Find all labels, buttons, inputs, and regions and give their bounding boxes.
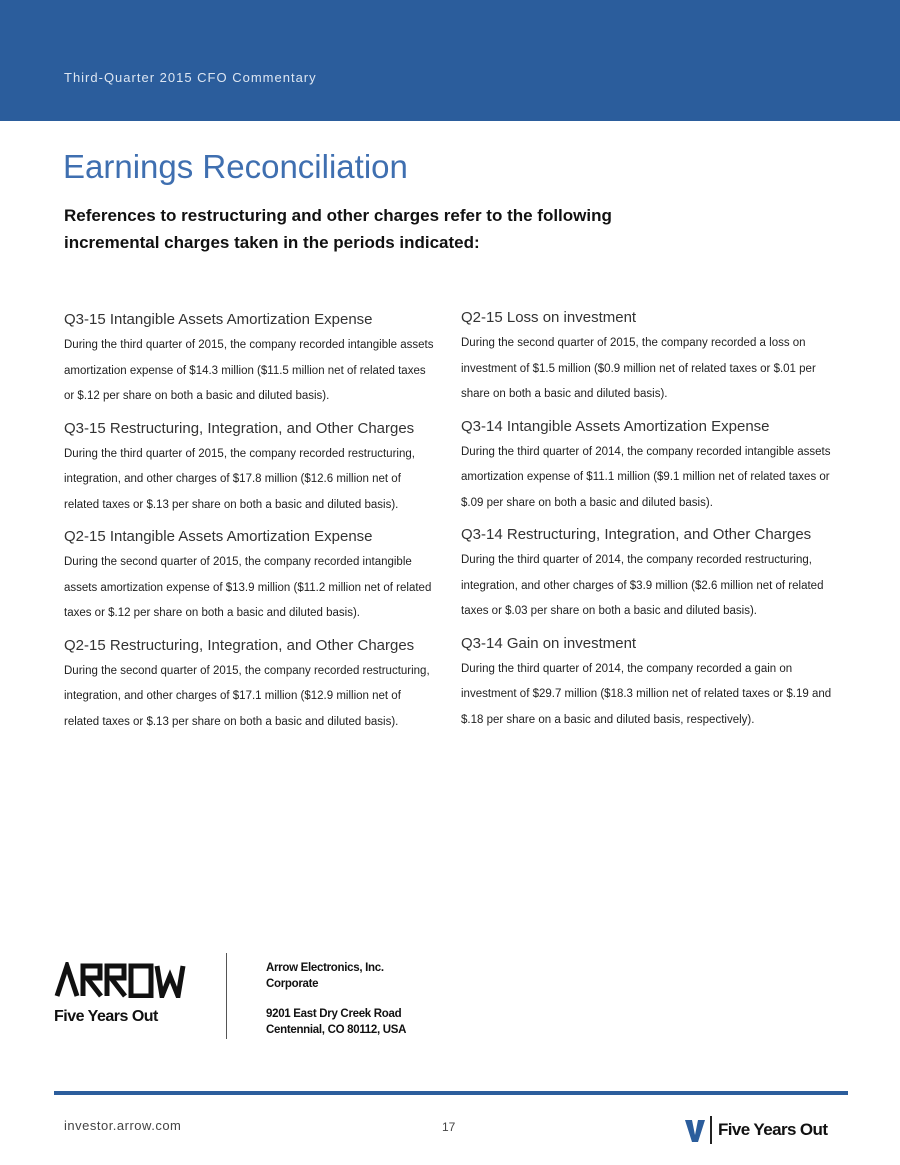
- footer-rule: [54, 1091, 848, 1095]
- division-name: Corporate: [266, 978, 319, 990]
- section-body: During the second quarter of 2015, the company recorded restructuring, integration, and other charges of $17.1 million ($12.9 million net of related taxes or $.13 per share on both a basic and diluted basis).: [64, 664, 430, 728]
- arrow-wordmark-logo: [54, 962, 186, 998]
- page-number: 17: [442, 1120, 456, 1134]
- logo-tagline: Five Years Out: [54, 1008, 158, 1025]
- left-column: [64, 307, 439, 741]
- city-address: Centennial, CO 80112, USA: [266, 1024, 407, 1036]
- charge-section: [461, 522, 836, 625]
- section-body: During the third quarter of 2014, the company recorded intangible assets amortization expense of $11.1 million ($9.1 million net of related taxes or $.09 per share on both a basic and diluted basis).: [461, 445, 831, 509]
- section-heading: Q3-14 Intangible Assets Amortization Expense: [461, 417, 770, 435]
- header-band: [0, 0, 900, 121]
- header-title: Third-Quarter 2015 CFO Commentary: [64, 70, 317, 85]
- intro-text: References to restructuring and other charges refer to the following incremental charges taken in the periods indicated:: [64, 206, 612, 252]
- charge-section: [64, 524, 439, 627]
- charge-section: [64, 307, 439, 410]
- section-heading: Q2-15 Intangible Assets Amortization Expense: [64, 528, 373, 545]
- section-heading: Q3-15 Restructuring, Integration, and Other Charges: [64, 419, 415, 437]
- company-name: Arrow Electronics, Inc.: [266, 962, 384, 974]
- charge-section: [461, 305, 836, 408]
- section-heading: Q2-15 Restructuring, Integration, and Other Charges: [64, 636, 415, 654]
- section-body: During the third quarter of 2014, the company recorded a gain on investment of $29.7 million ($18.3 million net of related taxes or $.19 and $.18 per share on a basic and diluted basis, respectively).: [461, 662, 832, 726]
- charge-section: [461, 414, 836, 517]
- arrow-logo: [54, 962, 186, 1025]
- footer-brand-divider: [710, 1116, 712, 1144]
- section-body: During the second quarter of 2015, the company recorded intangible assets amortization expense of $13.9 million ($11.2 million net of related taxes or $.12 per share on both a basic and diluted basis).: [64, 556, 432, 619]
- section-heading: Q3-15 Intangible Assets Amortization Expense: [64, 311, 373, 328]
- investor-link[interactable]: investor.arrow.com: [64, 1118, 182, 1133]
- charge-section: [64, 416, 439, 519]
- section-body: During the third quarter of 2015, the company recorded intangible assets amortization expense of $14.3 million ($11.5 million net of related taxes or $.12 per share on both a basic and diluted basis).: [64, 339, 434, 402]
- section-body: During the third quarter of 2015, the company recorded restructuring, integration, and other charges of $17.8 million ($12.6 million net of related taxes or $.13 per share on both a basic and diluted basis).: [64, 447, 415, 511]
- section-body: During the third quarter of 2014, the company recorded restructuring, integration, and other charges of $3.9 million ($2.6 million net of related taxes or $.03 per share on both a basic and diluted basis).: [461, 554, 824, 617]
- section-heading: Q3-14 Restructuring, Integration, and Other Charges: [461, 526, 812, 543]
- street-address: 9201 East Dry Creek Road: [266, 1008, 402, 1020]
- section-heading: Q3-14 Gain on investment: [461, 634, 637, 652]
- footer-tagline: Five Years Out: [718, 1120, 828, 1139]
- arrow-v-icon: [684, 1118, 706, 1144]
- address-block: [266, 960, 406, 1038]
- page-title: Earnings Reconciliation: [63, 148, 408, 185]
- right-column: [461, 305, 836, 739]
- charge-section: [461, 631, 836, 734]
- charge-section: [64, 633, 439, 736]
- section-body: During the second quarter of 2015, the company recorded a loss on investment of $1.5 million ($0.9 million net of related taxes or $.01 per share on both a basic and diluted basis).: [461, 337, 816, 400]
- divider: [226, 953, 227, 1039]
- section-heading: Q2-15 Loss on investment: [461, 309, 637, 326]
